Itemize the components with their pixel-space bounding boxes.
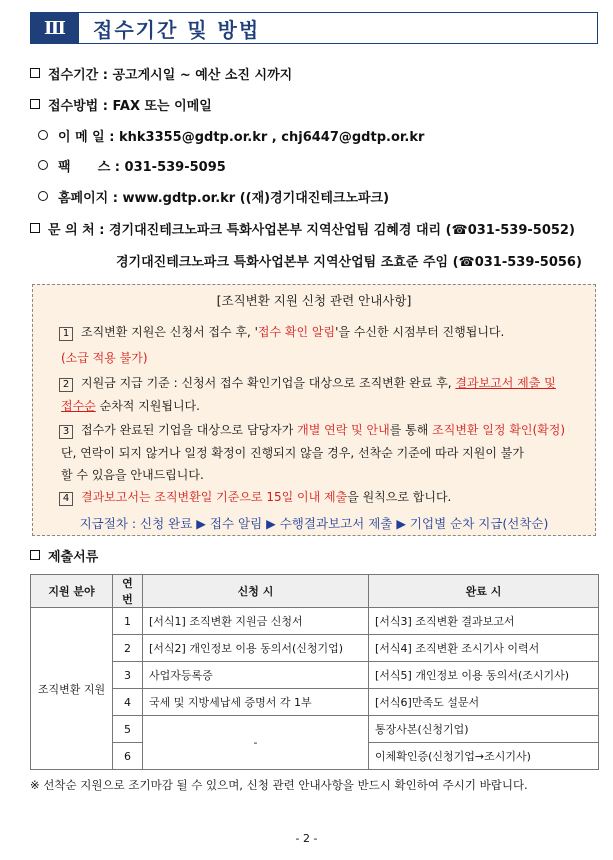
notice-item-3-sub-2: 할 수 있음을 안내드립니다. xyxy=(61,468,204,482)
payment-procedure: 지급절차 : 신청 완료 ▶ 접수 알림 ▶ 수행결과보고서 제출 ▶ 기업별 순차 지급(선착순) xyxy=(79,516,549,531)
done-doc: [서식4] 조직변환 조시기사 이력서 xyxy=(369,635,599,662)
number-box-icon: 2 xyxy=(59,378,73,392)
notice-item-1: 1 조직변환 지원은 신청서 접수 후, '접수 확인 알림'을 수신한 시점부터 진행됩니다. xyxy=(59,323,504,341)
circle-bullet-icon xyxy=(38,191,48,201)
done-doc: [서식5] 개인정보 이용 동의서(조시기사) xyxy=(369,662,599,689)
contact-line-2: 경기대진테크노파크 특화사업본부 지역산업팀 조효준 주임 (☎031-539-5056) xyxy=(116,255,582,270)
homepage-link[interactable]: www.gdtp.or.kr ((재)경기대진테크노파크) xyxy=(122,191,390,206)
table-row xyxy=(31,608,599,635)
number-box-icon: 3 xyxy=(59,425,73,439)
notice-item-4: 4 결과보고서는 조직변환일 기준으로 15일 이내 제출을 원칙으로 합니다. xyxy=(59,488,451,506)
apply-doc: - xyxy=(143,716,369,770)
notice-item-2: 2 지원금 지급 기준 : 신청서 접수 확인기업을 대상으로 조직변환 완료 후, 결과보고서 제출 및 xyxy=(59,374,556,392)
section-header xyxy=(30,12,598,44)
notice-item-3: 3 접수가 완료된 기업을 대상으로 담당자가 개별 연락 및 안내를 통해 조직변환 일정 확인(확정) xyxy=(59,421,565,439)
method-line: 접수방법 : FAX 또는 이메일 xyxy=(30,95,212,114)
number-box-icon: 1 xyxy=(59,327,73,341)
table-row xyxy=(31,662,599,689)
done-doc: [서식3] 조직변환 결과보고서 xyxy=(369,608,599,635)
notice-item-3-sub-1: 단, 연락이 되지 않거나 일정 확정이 진행되지 않을 경우, 선착순 기준에 따라 지원이 불가 xyxy=(61,446,524,460)
done-doc: [서식6]만족도 설문서 xyxy=(369,689,599,716)
column-header: 연번 xyxy=(113,575,143,608)
square-bullet-icon xyxy=(30,99,40,109)
apply-doc: [서식2] 개인정보 이용 동의서(신청기업) xyxy=(143,635,369,662)
page-number: - 2 - xyxy=(295,832,318,845)
row-number: 5 xyxy=(113,716,143,743)
notice-item-1-sub: (소급 적용 불가) xyxy=(61,351,148,365)
column-header: 지원 분야 xyxy=(31,575,113,608)
row-number: 1 xyxy=(113,608,143,635)
docs-heading: 제출서류 xyxy=(30,546,98,565)
notice-title: [조직변환 지원 신청 관련 안내사항] xyxy=(216,293,412,308)
number-box-icon: 4 xyxy=(59,492,73,506)
table-row xyxy=(31,689,599,716)
table-header-row xyxy=(31,575,599,608)
column-header: 완료 시 xyxy=(369,575,599,608)
row-number: 3 xyxy=(113,662,143,689)
done-doc: 이체확인증(신청기업→조시기사) xyxy=(369,743,599,770)
homepage-line: 홈페이지 : www.gdtp.or.kr ((재)경기대진테크노파크) xyxy=(38,187,389,206)
notice-box xyxy=(32,284,596,536)
column-header: 신청 시 xyxy=(143,575,369,608)
notice-item-2-sub: 접수순 순차적 지원됩니다. xyxy=(61,399,200,413)
contact-line-1: 문 의 처 : 경기대진테크노파크 특화사업본부 지역산업팀 김혜경 대리 (☎031-539-5052) xyxy=(30,219,575,238)
square-bullet-icon xyxy=(30,68,40,78)
done-doc: 통장사본(신청기업) xyxy=(369,716,599,743)
category-cell: 조직변환 지원 xyxy=(31,608,113,770)
fax-line: 팩 스 : 031-539-5095 xyxy=(38,156,226,175)
table-row xyxy=(31,716,599,743)
period-line: 접수기간 : 공고게시일 ~ 예산 소진 시까지 xyxy=(30,64,292,83)
row-number: 4 xyxy=(113,689,143,716)
square-bullet-icon xyxy=(30,550,40,560)
section-number: Ⅲ xyxy=(31,13,79,43)
footnote: ※ 선착순 지원으로 조기마감 될 수 있으며, 신청 관련 안내사항을 반드시 확인하여 주시기 바랍니다. xyxy=(30,778,528,792)
email-addresses[interactable]: khk3355@gdtp.or.kr , chj6447@gdtp.or.kr xyxy=(119,130,425,145)
circle-bullet-icon xyxy=(38,160,48,170)
email-line: 이 메 일 : khk3355@gdtp.or.kr , chj6447@gdtp.or.kr xyxy=(38,126,424,145)
section-title: 접수기간 및 방법 xyxy=(93,17,261,42)
documents-table xyxy=(30,574,599,770)
circle-bullet-icon xyxy=(38,130,48,140)
apply-doc: 사업자등록증 xyxy=(143,662,369,689)
row-number: 6 xyxy=(113,743,143,770)
square-bullet-icon xyxy=(30,223,40,233)
row-number: 2 xyxy=(113,635,143,662)
apply-doc: [서식1] 조직변환 지원금 신청서 xyxy=(143,608,369,635)
table-row xyxy=(31,635,599,662)
apply-doc: 국세 및 지방세납세 증명서 각 1부 xyxy=(143,689,369,716)
